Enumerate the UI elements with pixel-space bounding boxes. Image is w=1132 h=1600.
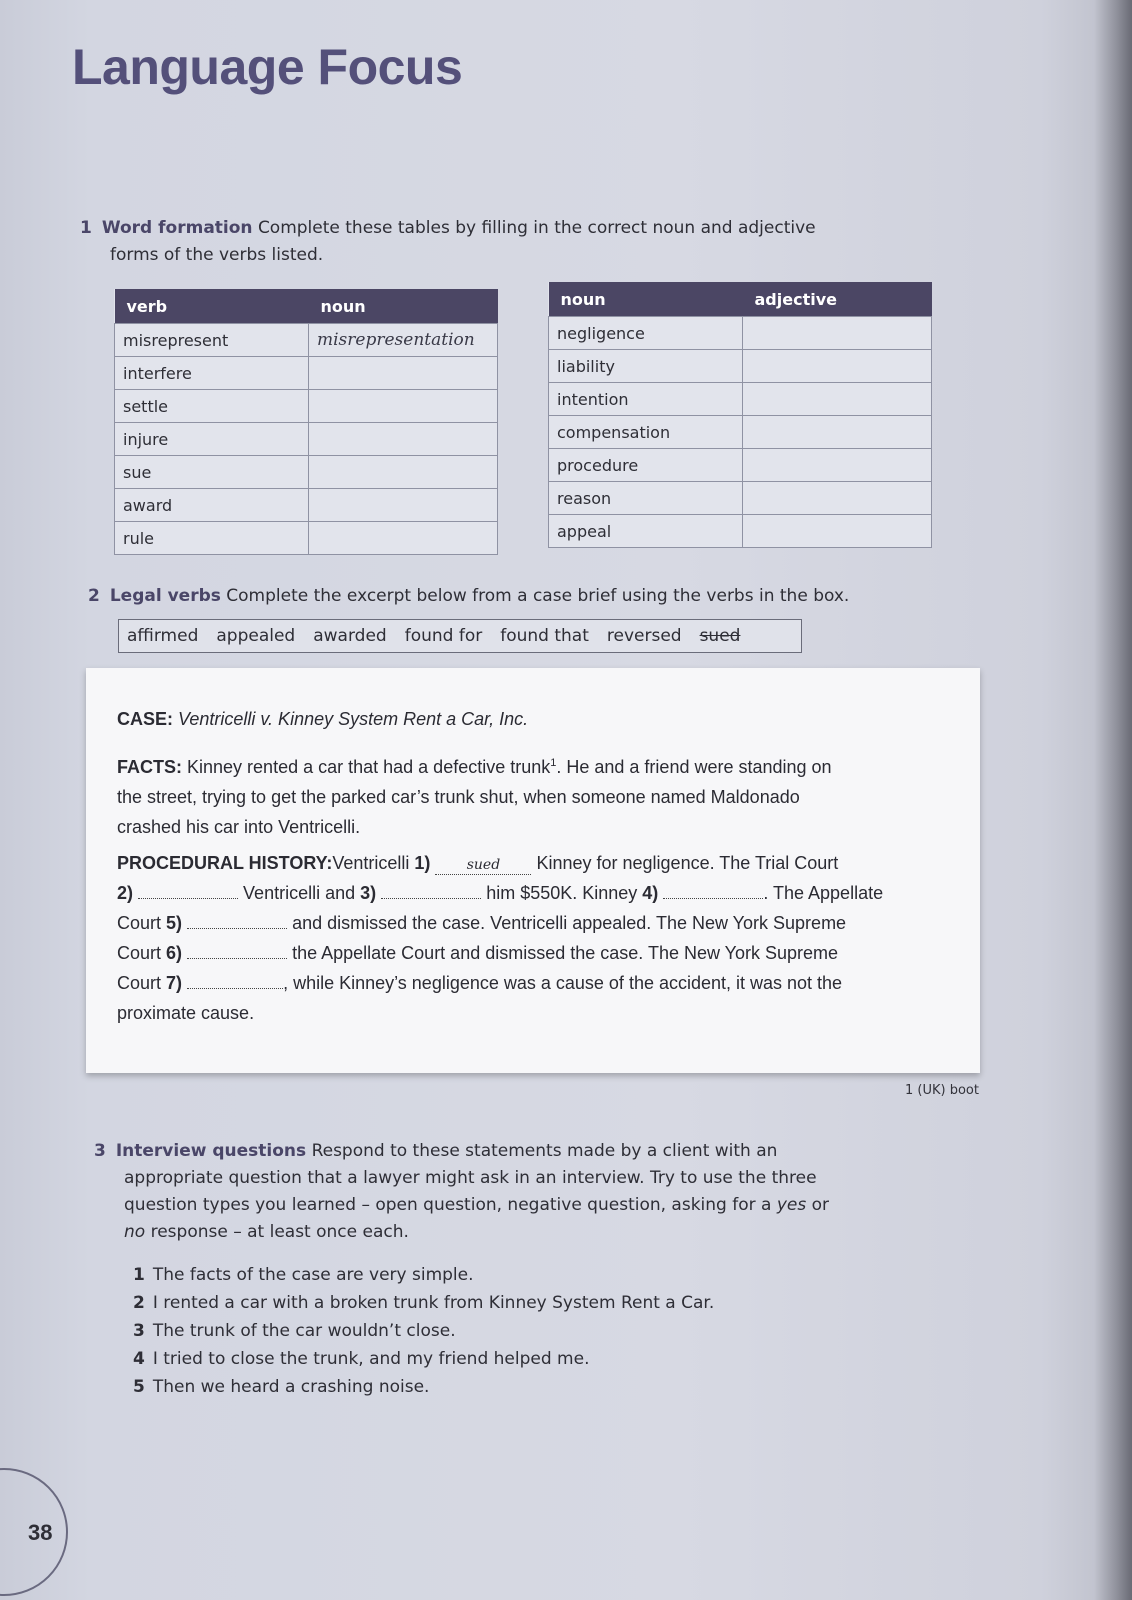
answer-blank-2[interactable] <box>138 898 238 899</box>
table-cell: interfere <box>115 357 309 390</box>
table-cell: reason <box>549 482 743 515</box>
table-cell: negligence <box>549 317 743 350</box>
answer-cell[interactable] <box>309 456 498 489</box>
case-brief-excerpt <box>86 668 980 1073</box>
blank-number: 2) <box>117 883 134 903</box>
case-name: Ventricelli v. Kinney System Rent a Car, Inc. <box>178 709 529 729</box>
table-header: noun <box>309 289 498 324</box>
page-number: 38 <box>28 1520 53 1545</box>
history-text: . The Appellate <box>763 883 884 903</box>
table-header: adjective <box>743 282 932 317</box>
list-item <box>133 1349 589 1369</box>
exercise-3-number: 3 <box>94 1141 106 1161</box>
answer-cell[interactable] <box>743 515 932 548</box>
table-row <box>115 423 498 456</box>
case-label: CASE: <box>117 709 174 729</box>
history-text: , while Kinney’s negligence was a cause of the accident, it was not the <box>283 973 843 993</box>
exercise-1-text-line2: forms of the verbs listed. <box>110 245 324 265</box>
history-text: Ventricelli and <box>243 883 356 903</box>
exercise-3-text: question types you learned – open question, negative question, asking for a <box>124 1195 772 1215</box>
answer-blank-5[interactable] <box>187 928 287 929</box>
table-row <box>549 350 932 383</box>
item-text: Then we heard a crashing noise. <box>152 1377 430 1397</box>
footnote: 1 (UK) boot <box>905 1083 979 1098</box>
table-cell: liability <box>549 350 743 383</box>
blank-number: 3) <box>360 883 377 903</box>
table-header: noun <box>549 282 743 317</box>
case-line <box>117 704 957 734</box>
table-row <box>115 489 498 522</box>
answer-cell[interactable] <box>309 489 498 522</box>
history-text: Court <box>117 943 162 963</box>
table-row <box>549 482 932 515</box>
table-cell: injure <box>115 423 309 456</box>
history-text: Ventricelli <box>332 853 410 873</box>
answer-cell[interactable] <box>743 317 932 350</box>
table-cell: procedure <box>549 449 743 482</box>
noun-adjective-table <box>548 282 932 548</box>
item-text: The facts of the case are very simple. <box>152 1265 474 1285</box>
handwritten-answer[interactable]: misrepresentation <box>309 324 498 357</box>
facts-text: crashed his car into Ventricelli. <box>117 817 361 837</box>
word-box-item: affirmed <box>127 626 199 646</box>
list-item <box>133 1293 714 1313</box>
word-box-item-used: sued <box>699 626 741 646</box>
facts-text: . He and a friend were standing on <box>556 757 832 777</box>
facts-text: the street, trying to get the parked car’s trunk shut, when someone named Maldonado <box>117 787 800 807</box>
item-number: 2 <box>133 1293 145 1313</box>
blank-number: 4) <box>642 883 659 903</box>
table-cell: award <box>115 489 309 522</box>
word-box-item: found for <box>404 626 483 646</box>
procedural-history-paragraph <box>117 848 957 1028</box>
exercise-3-text: Respond to these statements made by a client with an <box>311 1141 778 1161</box>
exercise-3-heading: Interview questions <box>115 1141 307 1161</box>
answer-cell[interactable] <box>309 390 498 423</box>
answer-cell[interactable] <box>309 357 498 390</box>
history-text: Court <box>117 913 162 933</box>
word-box-item: reversed <box>606 626 682 646</box>
answer-cell[interactable] <box>743 383 932 416</box>
list-item <box>133 1377 429 1397</box>
exercise-2-number: 2 <box>88 586 100 606</box>
item-text: I rented a car with a broken trunk from Kinney System Rent a Car. <box>152 1293 715 1313</box>
history-text: Court <box>117 973 162 993</box>
exercise-1-heading: Word formation <box>101 218 253 238</box>
answer-cell[interactable] <box>743 350 932 383</box>
exercise-3-instruction <box>94 1138 924 1246</box>
blank-number: 7) <box>166 973 183 993</box>
table-row <box>549 383 932 416</box>
word-box-item: found that <box>500 626 589 646</box>
exercise-2-instruction <box>88 583 918 610</box>
table-row <box>115 324 498 357</box>
item-number: 4 <box>133 1349 145 1369</box>
exercise-2-heading: Legal verbs <box>109 586 221 606</box>
word-box <box>118 619 802 653</box>
answer-blank-7[interactable] <box>187 988 283 989</box>
history-text: the Appellate Court and dismissed the case. The New York Supreme <box>292 943 839 963</box>
history-text: Kinney for negligence. The Trial Court <box>536 853 839 873</box>
facts-label: FACTS: <box>117 757 182 777</box>
table-cell: misrepresent <box>115 324 309 357</box>
item-number: 1 <box>133 1265 145 1285</box>
exercise-3-text: or <box>811 1195 830 1215</box>
answer-cell[interactable] <box>309 423 498 456</box>
exercise-3-text: response – at least once each. <box>150 1222 409 1242</box>
answer-cell[interactable] <box>743 416 932 449</box>
table-cell: sue <box>115 456 309 489</box>
list-item <box>133 1321 456 1341</box>
page-title: Language Focus <box>72 39 463 95</box>
word-box-item: awarded <box>313 626 387 646</box>
exercise-1-instruction <box>80 215 900 269</box>
blank-number: 1) <box>414 853 431 873</box>
answer-blank-3[interactable] <box>381 898 481 899</box>
exercise-3-text: appropriate question that a lawyer might ask in an interview. Try to use the three <box>124 1168 817 1188</box>
facts-paragraph <box>117 748 957 842</box>
exercise-3-text-italic: yes <box>776 1195 807 1215</box>
history-text: proximate cause. <box>117 1003 255 1023</box>
facts-text: Kinney rented a car that had a defective trunk <box>187 757 551 777</box>
table-row <box>549 449 932 482</box>
blank-number: 6) <box>166 943 183 963</box>
table-row <box>549 317 932 350</box>
blank-number: 5) <box>166 913 183 933</box>
table-row <box>115 456 498 489</box>
answer-cell[interactable] <box>743 449 932 482</box>
table-cell: settle <box>115 390 309 423</box>
exercise-2-text: Complete the excerpt below from a case brief using the verbs in the box. <box>226 586 850 606</box>
table-cell: compensation <box>549 416 743 449</box>
answer-blank-6[interactable] <box>187 958 287 959</box>
answer-cell[interactable] <box>309 522 498 555</box>
table-row <box>115 357 498 390</box>
table-row <box>115 522 498 555</box>
exercise-3-text-italic: no <box>124 1222 146 1242</box>
item-number: 3 <box>133 1321 145 1341</box>
table-cell: intention <box>549 383 743 416</box>
exercise-1-text-line1: Complete these tables by filling in the correct noun and adjective <box>257 218 816 238</box>
history-text: and dismissed the case. Ventricelli appealed. The New York Supreme <box>292 913 847 933</box>
table-row <box>115 390 498 423</box>
history-text: him $550K. Kinney <box>486 883 638 903</box>
word-box-item: appealed <box>216 626 296 646</box>
answer-blank-1[interactable]: sued <box>435 856 531 875</box>
answer-cell[interactable] <box>743 482 932 515</box>
answer-blank-4[interactable] <box>663 898 763 899</box>
table-header: verb <box>115 289 309 324</box>
table-row <box>549 416 932 449</box>
history-label: PROCEDURAL HISTORY: <box>117 853 333 873</box>
verb-noun-table <box>114 289 498 555</box>
item-text: The trunk of the car wouldn’t close. <box>152 1321 456 1341</box>
table-cell: rule <box>115 522 309 555</box>
item-number: 5 <box>133 1377 145 1397</box>
item-text: I tried to close the trunk, and my friend helped me. <box>152 1349 590 1369</box>
table-row <box>549 515 932 548</box>
exercise-1-number: 1 <box>80 218 92 238</box>
page-edge-shadow <box>1094 0 1132 1600</box>
table-cell: appeal <box>549 515 743 548</box>
list-item <box>133 1265 474 1285</box>
footnote-ref: 1 <box>550 757 557 769</box>
